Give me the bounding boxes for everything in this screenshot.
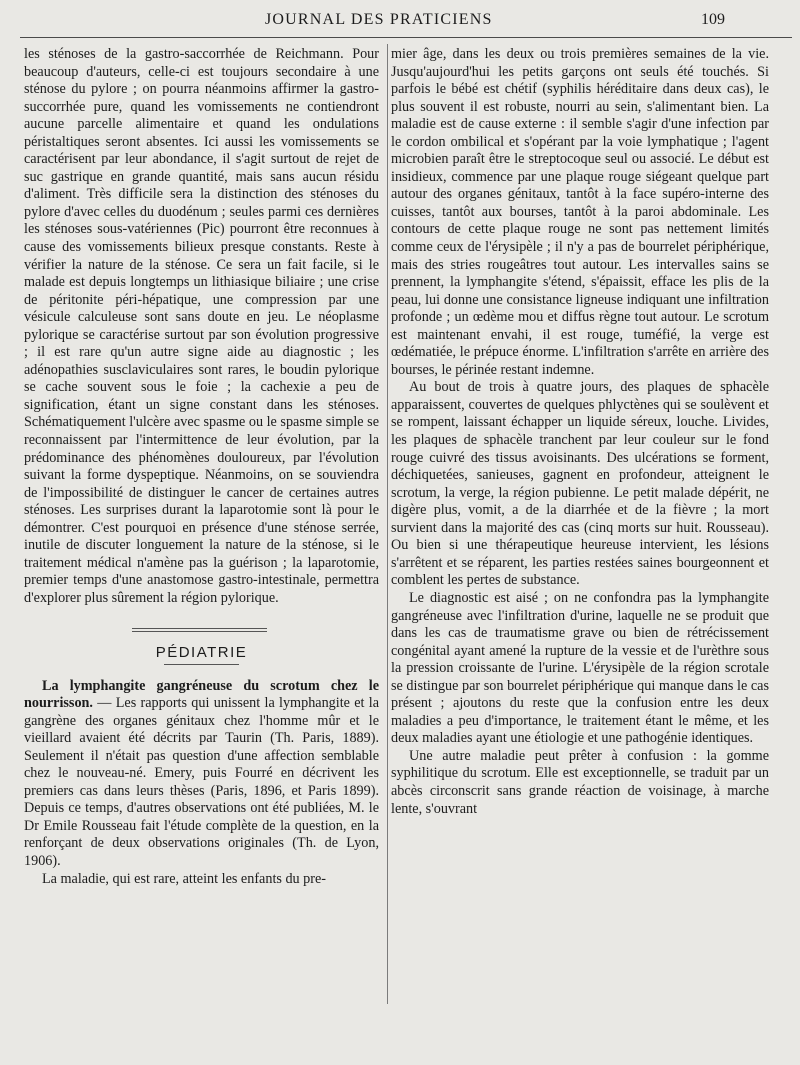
section-underline (164, 664, 239, 665)
page-number: 109 (701, 11, 725, 28)
article-intro-text: — Les rapports qui unissent la lymphangite et la gangrène des organes génitaux chez l'homme mûr et le vieillard avaient été décrits par Taurin (Th. Paris, 1889). Seulement il n'était pas question d'une affection semblable chez le nouveau-né. Emery, puis Fourré en décrivent les premiers cas dans leurs thèses (Paris, 1896, et Paris 1899). Depuis ce temps, d'autres observations ont été publiées, M. le Dr Emile Rousseau fait l'étude complète de la question, en la renforçant de deux observations originales (Th. de Lyon, 1906). (24, 695, 379, 869)
right-paragraph-2: Au bout de trois à quatre jours, des plaques de sphacèle apparaissent, couvertes de quelques phlyctènes qui se soulèvent et se rompent, laissant échapper un liquide séreux, louche. Livides, les plaques de sphacèle tranchent par leur couleur sur le fond rouge cuivré des tissus avoisinants. Des ulcérations se forment, déchiquetées, sanieuses, gagnent en profondeur, atteignent le scrotum, la verge, la région pubienne. Le petit malade dépérit, ne digère plus, vomit, a de la diarrhée et de la fièvre ; la mort survient dans la majorité des cas (cinq morts sur huit. Rousseau). Ou bien si une thérapeutique heureuse intervient, les lésions s'arrêtent et se réparent, les parties restées saines bourgeonnent et comblent les pertes de substance. (391, 379, 769, 589)
article-lead-paragraph (24, 678, 379, 871)
section-title: PÉDIATRIE (155, 643, 248, 661)
left-column (24, 46, 379, 888)
page-header (0, 0, 800, 38)
header-rule (20, 37, 792, 38)
right-paragraph-1: mier âge, dans les deux ou trois premières semaines de la vie. Jusqu'aujourd'hui les petits garçons ont seuls été touchés. Si parfois le bébé est chétif (syphilis héréditaire dans deux cas), le plus souvent il est robuste, nourri au sein, s'alimentant bien. La maladie est de cause externe : il semble s'agir d'une infection par le cordon ombilical et s'opérant par la voie lymphatique ; l'agent microbien paraît être le streptocoque seul ou associé. Le début est insidieux, commence par une plaque rouge siégeant quelque part autour des organes génitaux, tantôt à la face supéro-interne des cuisses, tantôt aux bourses, tantôt à la paroi abdominale. Les contours de cette plaque rouge ne sont pas nettement limités comme ceux de l'érysipèle ; il n'y a pas de bourrelet périphérique, mais des stries rougeâtres tout autour. Les intervalles sains se prennent, la lymphangite s'étend, s'épaissit, efface les plis de la peau, lui donne une consistance ligneuse indiquant une infiltration profonde ; un œdème mou et diffus règne tout autour. Le scrotum est maintenant envahi, il est rouge, tuméfié, la verge est œdématiée, le prépuce énorme. L'infiltration s'arrête en arrière des bourses, le périnée restant indemne. (391, 46, 769, 378)
running-title: JOURNAL DES PRATICIENS (265, 11, 493, 28)
column-divider (387, 44, 388, 1004)
article-title: La lymphangite gangréneuse du scrotum chez le nourrisson. (24, 677, 379, 712)
article-paragraph-start: La maladie, qui est rare, atteint les enfants du pre- (42, 870, 327, 887)
section-double-rule-bottom (132, 631, 267, 632)
left-paragraph-continued: les sténoses de la gastro-saccorrhée de Reichmann. Pour beaucoup d'auteurs, celle-ci est toujours secondaire à une sténose du pylore ; on pourra néanmoins affirmer la gastro-succorrhée pure, quand les vomissements ne contiendront aucune parcelle alimentaire et quand les ondulations péristaltiques seront absentes. Ici aussi les vomissements se caractérisent par leur abondance, il s'agit surtout de rejet de suc gastrique en grande quantité, mais sans aucun résidu d'aliment. Très difficile sera la distinction des sténoses du pylore d'avec celles du duodénum ; seules parmi ces dernières les sténoses sous-vatériennes (Pic) pourront être reconnues à cause des vomissements bilieux presque constants. Reste à vérifier la nature de la sténose. Ce sera un fait facile, si le malade est depuis longtemps un lithiasique biliaire ; une crise de péritonite péri-hépatique, une compression par une vésicule calculeuse sont sans doute en jeu. Le néoplasme pylorique se caractérise surtout par son évolution progressive ; il est rare qu'un autre signe aide au diagnostic ; les adénopathies susclaviculaires sont rares, le boudin pylorique se cache souvent sous le foie ; la cachexie a peu de signification, étant un signe constant dans les sténoses. Schématiquement l'ulcère avec spasme ou le spasme simple se reconnaissent par l'intermittence de leur évolution, par la prédominance des phénomènes douloureux, par l'évolution suivant la forme dyspeptique. Néanmoins, on se souviendra de l'impossibilité de distinguer le cancer de certaines autres sténoses. Les surprises durant la laparotomie sont là pour le démontrer. C'est pourquoi en présence d'une sténose serrée, inutile de discuter longuement la nature de la sténose, si le traitement médical n'amène pas la guérison ; la laparotomie, premier temps d'une anastomose gastro-intestinale, permettra d'explorer plus sûrement la région pylorique. (24, 46, 379, 606)
section-spacer (24, 664, 379, 678)
right-paragraph-3: Le diagnostic est aisé ; on ne confondra pas la lymphangite gangréneuse avec l'infiltration d'urine, laquelle ne se produit que dans les cas de traumatisme grave ou bien de rétrécissement congénital ayant amené la rupture de la vessie et de l'urèthre sous la pression croissante de l'urine. L'érysipèle de la région scrotale se distingue par son bourrelet périphérique qui manque dans le cas présent ; ajoutons du reste que la confusion entre les deux maladies a peu d'importance, le traitement étant le même, et les deux maladies ayant une étiologie et une pathogénie identiques. (391, 589, 769, 747)
right-paragraph-4: Une autre maladie peut prêter à confusion : la gomme syphilitique du scrotum. Elle est exceptionnelle, se traduit par un abcès circonscrit sans grande réaction de voisinage, à marche lente, s'ouvrant (391, 747, 769, 817)
section-double-rule-top (132, 628, 267, 629)
section-heading-block (24, 624, 379, 664)
right-column (391, 46, 769, 818)
